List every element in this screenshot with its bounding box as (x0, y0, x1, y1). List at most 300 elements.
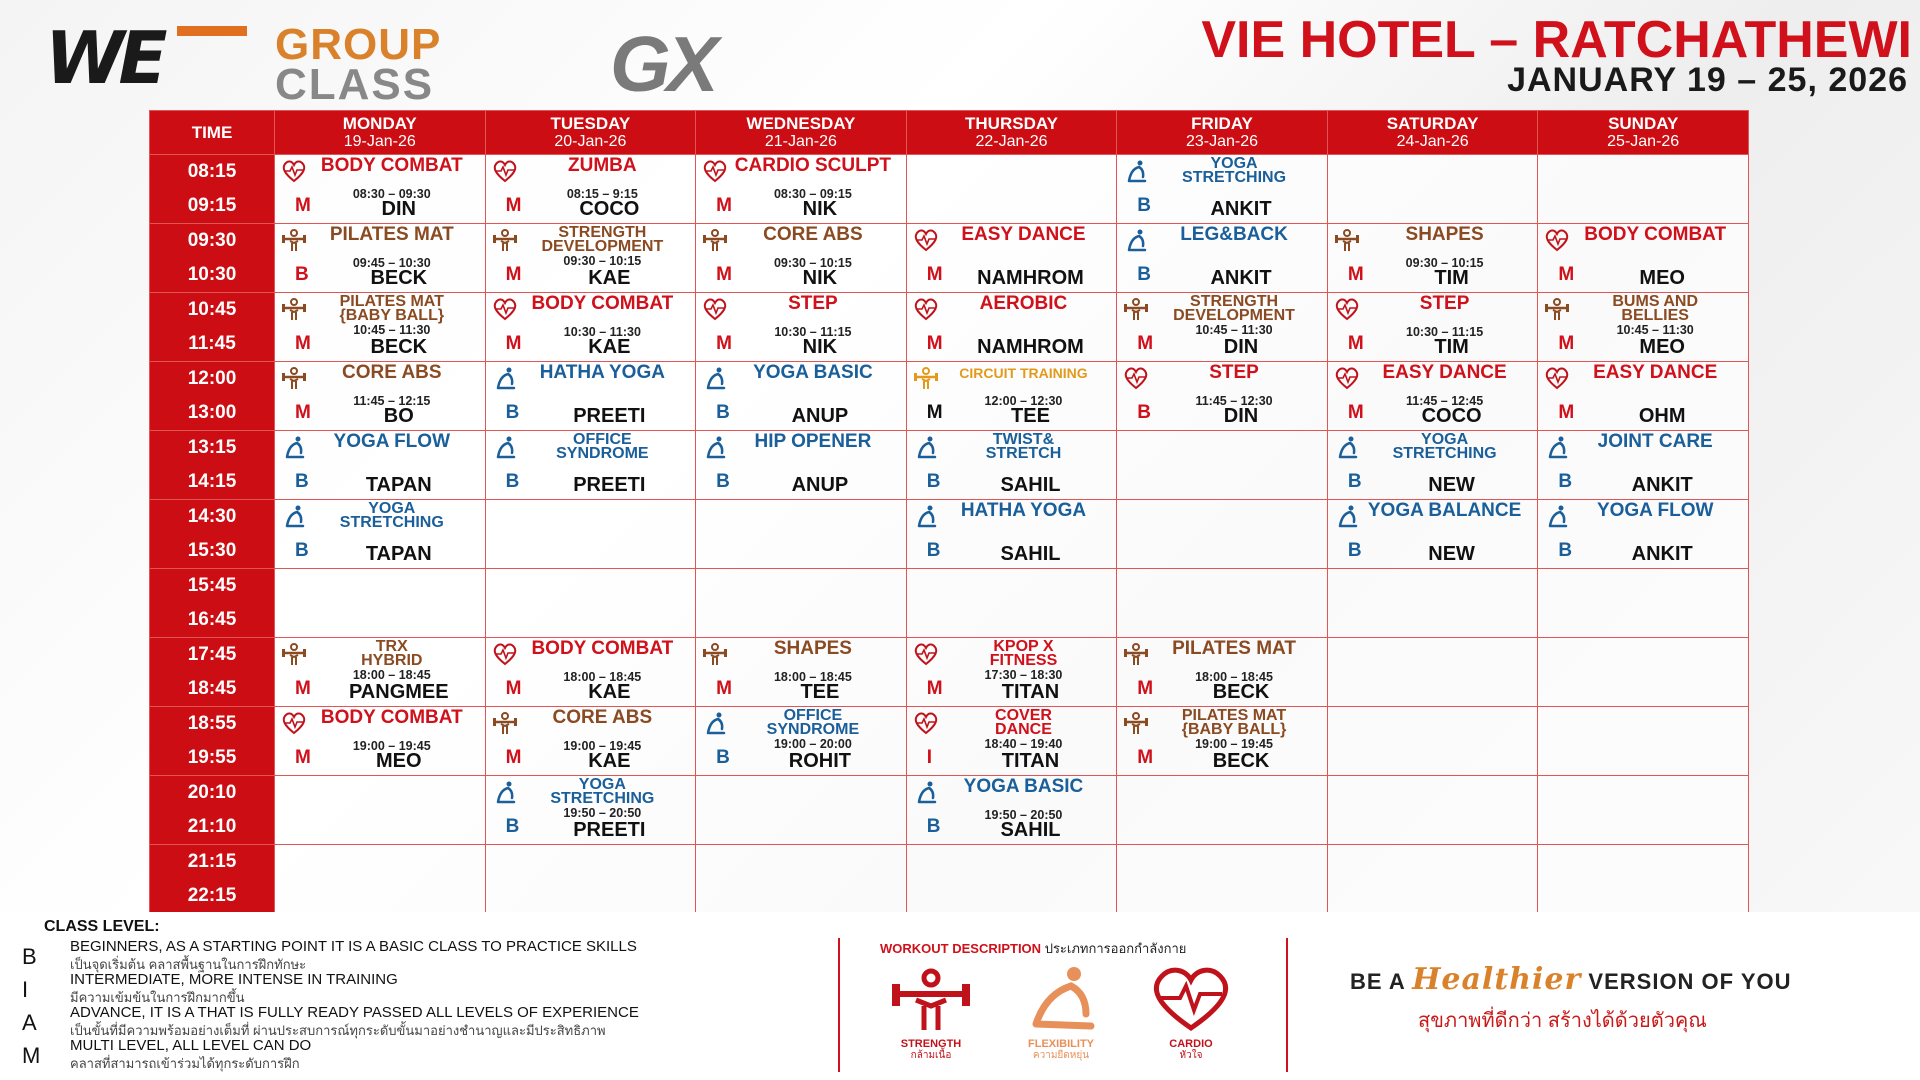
instructor-name: COCO (1421, 405, 1482, 427)
class-cell[interactable] (696, 431, 907, 500)
workout-label: STRENGTH (900, 1038, 962, 1050)
class-level: M (716, 195, 732, 216)
class-name: HATHA YOGA (539, 362, 665, 383)
class-level: M (1347, 264, 1364, 285)
class-block (486, 155, 696, 223)
cardio-legend (1136, 964, 1246, 1064)
class-level: B (926, 540, 941, 561)
class-time: 19:50 – 20:50 (984, 808, 1063, 822)
schedule-header-row (150, 111, 1749, 155)
class-block (907, 362, 1117, 430)
instructor-name: PREETI (573, 819, 646, 841)
empty-cell (696, 569, 907, 638)
instructor-name: TIM (1434, 336, 1469, 358)
time-cell (150, 431, 275, 500)
class-cell[interactable] (906, 776, 1117, 845)
class-level: M (1558, 333, 1575, 354)
level-row (16, 967, 816, 1005)
class-time: 18:00 – 18:45 (352, 668, 431, 682)
empty-cell (1117, 569, 1328, 638)
schedule-row (150, 707, 1749, 776)
empty-cell (696, 500, 907, 569)
end-time: 19:55 (187, 747, 237, 768)
class-cell[interactable] (906, 707, 1117, 776)
class-cell[interactable] (275, 707, 486, 776)
class-block (1538, 293, 1748, 361)
class-cell[interactable] (1538, 500, 1749, 569)
schedule-row (150, 845, 1749, 914)
class-name: KPOP X FITNESS (989, 638, 1058, 669)
class-name: PILATES MAT (329, 224, 454, 245)
class-block (907, 431, 1117, 499)
class-name: TWIST& STRETCH (985, 431, 1062, 462)
class-cell[interactable] (275, 293, 486, 362)
class-level: M (505, 264, 522, 285)
class-cell[interactable] (275, 224, 486, 293)
class-block (275, 707, 485, 775)
day-name: FRIDAY (1191, 113, 1253, 133)
end-time: 11:45 (188, 333, 236, 354)
class-time: 10:30 – 11:15 (774, 325, 852, 339)
class-block (907, 638, 1117, 706)
day-header (1327, 111, 1538, 155)
class-cell[interactable] (1327, 500, 1538, 569)
schedule-row (150, 776, 1749, 845)
class-cell[interactable] (1538, 224, 1749, 293)
class-name: STEP (788, 293, 838, 314)
instructor-name: PREETI (573, 405, 646, 427)
class-cell[interactable] (1327, 224, 1538, 293)
class-time: 08:30 – 09:15 (773, 187, 852, 201)
class-level: M (505, 747, 522, 768)
instructor-name: OHM (1638, 405, 1686, 427)
class-cell[interactable] (275, 431, 486, 500)
time-cell (150, 224, 275, 293)
class-level: B (505, 402, 520, 423)
slogan-post: VERSION OF YOU (1588, 969, 1792, 994)
class-time: 11:45 – 12:15 (353, 394, 431, 408)
class-time: 18:00 – 18:45 (773, 670, 852, 684)
workout-label: CARDIO (1169, 1038, 1213, 1050)
class-cell[interactable] (1117, 155, 1328, 224)
class-block (696, 431, 906, 499)
class-level: M (1137, 678, 1154, 699)
start-time: 14:30 (187, 506, 237, 527)
slogan-th: สุขภาพที่ดีกว่า สร้างได้ด้วยตัวคุณ (1418, 1010, 1707, 1032)
class-block (1538, 224, 1748, 292)
level-description: ADVANCE, IT IS A THAT IS FULLY READY PASSED ALL LEVELS OF EXPERIENCE (70, 1004, 639, 1021)
class-block (1328, 500, 1538, 568)
class-name: BODY COMBAT (1584, 224, 1727, 245)
class-block (275, 155, 485, 223)
class-level: M (505, 333, 522, 354)
class-name: EASY DANCE (961, 224, 1086, 245)
day-name: SATURDAY (1386, 113, 1479, 133)
class-name: JOINT CARE (1597, 431, 1713, 452)
class-cell[interactable] (485, 776, 696, 845)
class-cell[interactable] (906, 362, 1117, 431)
class-cell[interactable] (1327, 431, 1538, 500)
instructor-name: ROHIT (788, 750, 852, 772)
start-time: 21:15 (187, 851, 237, 872)
start-time: 13:15 (187, 437, 237, 458)
end-time: 13:00 (187, 402, 237, 423)
slogan-highlight: Healthier (1412, 962, 1582, 997)
end-time: 16:45 (187, 609, 237, 630)
time-cell (150, 293, 275, 362)
class-time: 19:00 – 19:45 (1195, 737, 1273, 751)
instructor-name: TIM (1434, 267, 1469, 289)
instructor-name: BECK (370, 336, 428, 358)
class-block (275, 224, 485, 292)
empty-cell (1327, 155, 1538, 224)
class-cell[interactable] (906, 431, 1117, 500)
end-time: 22:15 (187, 885, 237, 906)
class-block (486, 638, 696, 706)
start-time: 15:45 (187, 575, 237, 596)
end-time: 15:30 (187, 540, 237, 561)
level-letter: B (22, 944, 37, 969)
class-level-title: CLASS LEVEL: (44, 918, 160, 935)
heartbeat-icon (1146, 964, 1236, 1034)
schedule-row (150, 500, 1749, 569)
class-level: M (295, 333, 311, 354)
class-name: SHAPES (773, 638, 852, 659)
class-block (1538, 431, 1748, 499)
class-level: B (1347, 540, 1362, 561)
class-name: STEP (1419, 293, 1470, 314)
class-name: COVER DANCE (995, 707, 1052, 738)
level-description-th: มีความเข้มข้นในการฝึกมากขึ้น (70, 990, 245, 1005)
day-header (696, 111, 907, 155)
class-block (1117, 293, 1327, 361)
class-name: CARDIO SCULPT (734, 155, 892, 176)
schedule-row (150, 569, 1749, 638)
class-cell[interactable] (696, 638, 907, 707)
instructor-name: MEO (376, 750, 422, 772)
class-name: YOGA BASIC (753, 362, 873, 383)
schedule-row (150, 362, 1749, 431)
schedule-row (150, 431, 1749, 500)
class-cell[interactable] (906, 293, 1117, 362)
class-block (907, 707, 1117, 775)
instructor-name: TAPAN (365, 543, 432, 565)
schedule-row (150, 293, 1749, 362)
class-cell[interactable] (275, 155, 486, 224)
instructor-name: SAHIL (1000, 543, 1061, 565)
workout-label-th: หัวใจ (1179, 1050, 1203, 1061)
empty-cell (1327, 845, 1538, 914)
legend-section (0, 912, 1920, 1080)
class-cell[interactable] (485, 155, 696, 224)
empty-cell (906, 155, 1117, 224)
class-block (1328, 431, 1538, 499)
slogan-pre: BE A (1350, 969, 1405, 994)
class-level: M (1137, 333, 1154, 354)
class-cell[interactable] (696, 707, 907, 776)
empty-cell (485, 569, 696, 638)
class-time: 09:45 – 10:30 (352, 256, 431, 270)
instructor-name: KAE (588, 750, 631, 772)
instructor-name: NAMHROM (977, 336, 1084, 358)
time-cell (150, 707, 275, 776)
class-block (275, 638, 485, 706)
class-block (1117, 638, 1327, 706)
day-date: 23-Jan-26 (1186, 132, 1259, 150)
class-cell[interactable] (696, 224, 907, 293)
instructor-name: ANUP (791, 405, 849, 427)
date-range: JANUARY 19 – 25, 2026 (1507, 61, 1908, 99)
class-cell[interactable] (696, 362, 907, 431)
instructor-name: DIN (1223, 336, 1259, 358)
instructor-name: SAHIL (1000, 819, 1061, 841)
class-cell[interactable] (1117, 707, 1328, 776)
level-description-th: เป็นจุดเริ่มต้น คลาสพื้นฐานในการฝึกทักษะ (70, 957, 307, 972)
class-block (696, 293, 906, 361)
class-block (486, 707, 696, 775)
empty-cell (1327, 569, 1538, 638)
day-name: SUNDAY (1608, 113, 1679, 133)
class-level: M (1347, 402, 1364, 423)
class-level: M (505, 195, 522, 216)
class-name: PILATES MAT (1172, 638, 1296, 659)
level-letter: A (22, 1010, 37, 1035)
class-name: SHAPES (1405, 224, 1484, 245)
class-block (1328, 362, 1538, 430)
level-letter: I (22, 977, 29, 1002)
class-cell[interactable] (485, 638, 696, 707)
workout-label-th: ความยืดหยุ่น (1032, 1050, 1090, 1061)
class-block (1328, 224, 1538, 292)
class-cell[interactable] (275, 638, 486, 707)
class-time: 18:40 – 19:40 (984, 737, 1063, 751)
class-name: PILATES MAT {BABY BALL} (1181, 707, 1287, 738)
instructor-name: NEW (1428, 543, 1475, 565)
class-name: CIRCUIT TRAINING (959, 365, 1088, 381)
class-cell[interactable] (485, 362, 696, 431)
class-time: 17:30 – 18:30 (984, 668, 1063, 682)
instructor-name: NIK (802, 267, 838, 289)
class-name: HIP OPENER (754, 431, 872, 452)
day-header (906, 111, 1117, 155)
time-cell (150, 362, 275, 431)
empty-cell (1538, 569, 1749, 638)
class-level: M (926, 333, 943, 354)
instructor-name: MEO (1639, 336, 1685, 358)
class-time: 19:50 – 20:50 (563, 806, 642, 820)
class-block (1328, 293, 1538, 361)
start-time: 17:45 (187, 644, 237, 665)
class-level: M (295, 678, 311, 699)
class-block (907, 224, 1117, 292)
empty-cell (1327, 638, 1538, 707)
class-time: 19:00 – 20:00 (773, 737, 852, 751)
class-cell[interactable] (485, 431, 696, 500)
time-column-header: TIME (150, 111, 275, 155)
brand-logo (45, 16, 745, 109)
empty-cell (906, 569, 1117, 638)
class-cell[interactable] (1117, 293, 1328, 362)
class-cell[interactable] (1538, 431, 1749, 500)
class-level: B (716, 402, 730, 423)
instructor-name: COCO (579, 198, 640, 220)
instructor-name: BECK (1212, 681, 1270, 703)
level-description-th: เป็นขั้นที่มีความพร้อมอย่างเต็มที่ ผ่านประสบการณ์ทุกระดับขั้นมาอย่างชำนาญและมีประสิทธิภาพ (70, 1023, 606, 1038)
workout-title: WORKOUT DESCRIPTION ประเภทการออกกำลังกาย (880, 941, 1187, 956)
time-cell (150, 155, 275, 224)
instructor-name: MEO (1639, 267, 1685, 289)
day-name: TUESDAY (550, 113, 631, 133)
class-block (486, 362, 696, 430)
class-cell[interactable] (1538, 362, 1749, 431)
slogan (1350, 962, 1792, 997)
class-time: 08:15 – 9:15 (566, 187, 638, 201)
class-level: M (716, 678, 732, 699)
class-block (1117, 362, 1327, 430)
level-letter: M (22, 1043, 41, 1068)
schedule-body (150, 155, 1749, 914)
class-name: OFFICE SYNDROME (556, 431, 649, 462)
time-cell (150, 500, 275, 569)
class-level: M (295, 747, 311, 768)
instructor-name: BO (383, 405, 414, 427)
class-block (486, 224, 696, 292)
class-cell[interactable] (1117, 638, 1328, 707)
end-time: 09:15 (187, 195, 237, 216)
class-cell[interactable] (906, 224, 1117, 293)
class-time: 12:00 – 12:30 (984, 394, 1063, 408)
class-name: YOGA BASIC (963, 776, 1084, 797)
class-block (486, 293, 696, 361)
empty-cell (1117, 776, 1328, 845)
class-time: 10:45 – 11:30 (1616, 323, 1694, 337)
class-name: YOGA FLOW (333, 431, 450, 452)
class-name: LEG&BACK (1180, 224, 1288, 245)
day-header (275, 111, 486, 155)
class-cell[interactable] (1327, 293, 1538, 362)
class-time: 09:30 – 10:15 (1405, 256, 1484, 270)
class-level: M (1558, 264, 1575, 285)
instructor-name: KAE (588, 267, 631, 289)
class-cell[interactable] (485, 293, 696, 362)
empty-cell (696, 845, 907, 914)
workout-description (838, 938, 1288, 1072)
class-block (275, 362, 485, 430)
class-cell[interactable] (275, 500, 486, 569)
class-level: B (295, 540, 309, 561)
brand-we-accent (177, 26, 247, 90)
level-row (16, 1000, 816, 1038)
class-block (696, 638, 906, 706)
class-name: CORE ABS (552, 707, 653, 728)
class-cell[interactable] (485, 224, 696, 293)
brand-gx: GX (610, 20, 715, 108)
class-level: B (1137, 264, 1151, 285)
class-name: TRX HYBRID (361, 638, 423, 669)
empty-cell (1117, 431, 1328, 500)
class-name: YOGA STRETCHING (1182, 155, 1287, 186)
class-level: M (926, 678, 943, 699)
end-time: 14:15 (187, 471, 237, 492)
instructor-name: NAMHROM (977, 267, 1084, 289)
empty-cell (275, 569, 486, 638)
class-level: I (926, 747, 932, 768)
class-block (907, 776, 1117, 844)
class-name: CORE ABS (763, 224, 863, 245)
instructor-name: DIN (381, 198, 416, 220)
class-name: YOGA STRETCHING (339, 500, 444, 531)
class-level: M (716, 333, 732, 354)
instructor-name: TITAN (1001, 681, 1060, 703)
start-time: 09:30 (187, 230, 237, 251)
class-name: OFFICE SYNDROME (766, 707, 860, 738)
class-name: PILATES MAT {BABY BALL} (339, 293, 445, 324)
class-name: YOGA STRETCHING (550, 776, 655, 807)
class-cell[interactable] (485, 707, 696, 776)
class-block (275, 500, 485, 568)
instructor-name: PREETI (573, 474, 646, 496)
class-name: BODY COMBAT (320, 707, 463, 728)
class-time: 09:30 – 10:15 (773, 256, 852, 270)
instructor-name: ANKIT (1631, 474, 1693, 496)
start-time: 08:15 (187, 161, 237, 182)
class-cell[interactable] (906, 500, 1117, 569)
class-level: B (505, 816, 520, 837)
class-cell[interactable] (275, 362, 486, 431)
class-cell[interactable] (696, 155, 907, 224)
workout-label: FLEXIBILITY (1028, 1038, 1094, 1050)
start-time: 20:10 (187, 782, 237, 803)
class-level: B (1137, 195, 1151, 216)
class-level: B (295, 264, 309, 285)
instructor-name: TEE (800, 681, 840, 703)
class-block (1117, 155, 1327, 223)
level-description-th: คลาสที่สามารถเข้าร่วมได้ทุกระดับการฝึก (70, 1056, 300, 1071)
class-cell[interactable] (1327, 362, 1538, 431)
instructor-name: KAE (588, 336, 631, 358)
class-level: M (926, 264, 943, 285)
class-name: YOGA FLOW (1596, 500, 1714, 521)
class-cell[interactable] (1538, 293, 1749, 362)
class-name: EASY DANCE (1382, 362, 1507, 383)
page-title: VIE HOTEL – RATCHATHEWI (1201, 11, 1912, 69)
empty-cell (1538, 707, 1749, 776)
class-time: 10:30 – 11:15 (1406, 325, 1484, 339)
class-name: STRENGTH DEVELOPMENT (1173, 293, 1295, 324)
class-cell[interactable] (696, 293, 907, 362)
class-name: BUMS AND BELLIES (1612, 293, 1698, 324)
class-name: ZUMBA (568, 155, 637, 176)
instructor-name: SAHIL (1000, 474, 1061, 496)
class-cell[interactable] (906, 638, 1117, 707)
class-time: 18:00 – 18:45 (1195, 670, 1273, 684)
class-name: CORE ABS (341, 362, 442, 383)
instructor-name: NIK (802, 336, 838, 358)
class-cell[interactable] (1117, 362, 1328, 431)
class-block (1117, 707, 1327, 775)
class-block (696, 707, 906, 775)
empty-cell (1117, 845, 1328, 914)
class-level: B (716, 747, 730, 768)
time-cell (150, 845, 275, 914)
class-name: YOGA STRETCHING (1392, 431, 1497, 462)
class-level: M (1347, 333, 1364, 354)
class-cell[interactable] (1117, 224, 1328, 293)
class-level: B (926, 471, 941, 492)
class-level: B (295, 471, 309, 492)
day-header (485, 111, 696, 155)
class-time: 10:45 – 11:30 (1195, 323, 1273, 337)
